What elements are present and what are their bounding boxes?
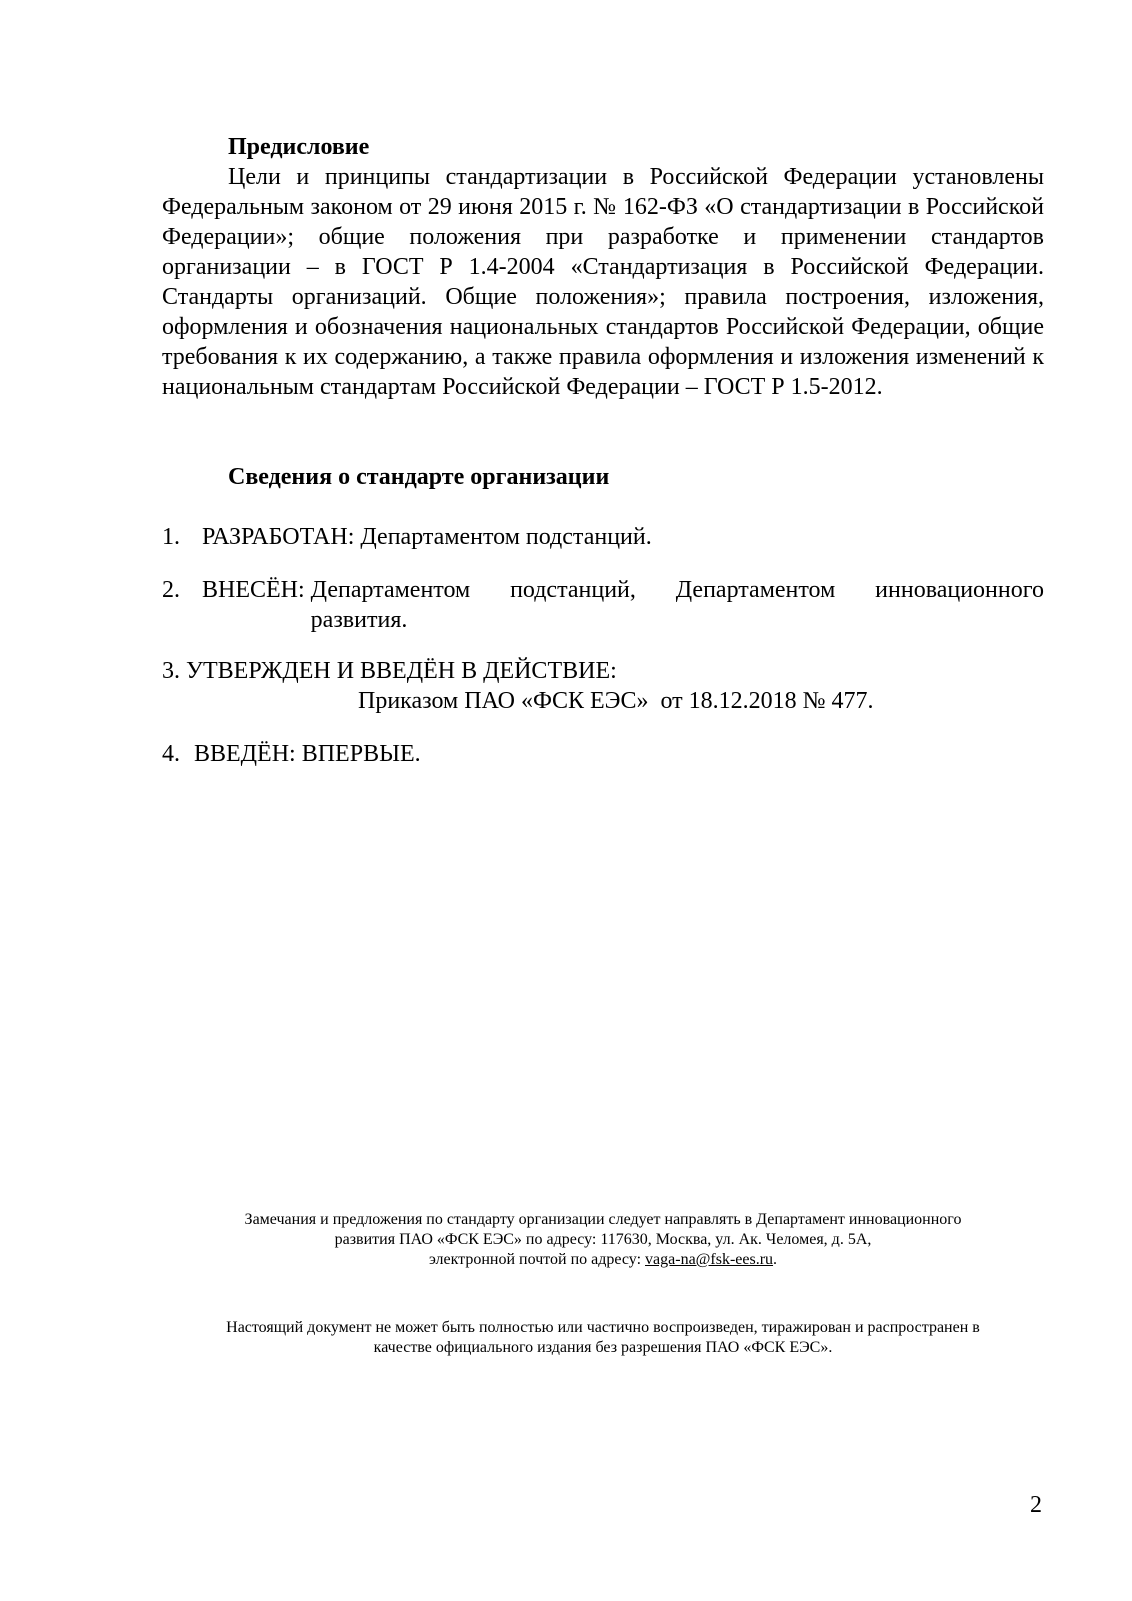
email-link[interactable]: vaga-na@fsk-ees.ru	[645, 1251, 774, 1268]
preface-title: Предисловие	[228, 134, 370, 160]
item-text: Приказом ПАО «ФСК ЕЭС» от 18.12.2018 № 477.	[358, 688, 874, 714]
list-item-1	[162, 522, 1044, 552]
info-section	[162, 462, 1044, 492]
item-number: 2.	[162, 577, 180, 603]
list-item-3	[162, 656, 1044, 716]
copyright-line: Настоящий документ не может быть полностью или частично воспроизведен, тиражирован и распространен в	[226, 1319, 980, 1336]
copyright-note	[162, 1318, 1044, 1358]
copyright-line: качестве официального издания без разрешения ПАО «ФСК ЕЭС».	[373, 1339, 833, 1356]
preface-section	[162, 132, 1044, 402]
list-item-4	[162, 739, 1044, 769]
list-item-2	[162, 575, 1044, 635]
item-text: Департаментом подстанций, Департаментом инновационного развития.	[310, 577, 1044, 633]
item-number: 4.	[162, 741, 180, 767]
remarks-email-prefix: электронной почтой по адресу:	[428, 1251, 646, 1268]
item-text: ВПЕРВЫЕ.	[301, 741, 421, 767]
item-text: Департаментом подстанций.	[360, 524, 652, 550]
item-label: ВНЕСЁН:	[202, 577, 305, 603]
remarks-note	[162, 1210, 1044, 1270]
item-number: 3.	[162, 658, 180, 684]
page-number: 2	[1030, 1492, 1042, 1518]
remarks-line: развития ПАО «ФСК ЕЭС» по адресу: 117630, Москва, ул. Ак. Челомея, д. 5А,	[334, 1231, 872, 1248]
remarks-line	[162, 1250, 1044, 1270]
remarks-line: Замечания и предложения по стандарту организации следует направлять в Департамент инновационного	[244, 1211, 962, 1228]
preface-paragraph: Цели и принципы стандартизации в Российской Федерации установлены Федеральным законом от 29 июня 2015 г. № 162-ФЗ «О стандартизации в Российской Федерации»; общие положения при разработке и применении стандартов организации – в ГОСТ Р 1.4-2004 «Стандартизация в Российской Федерации. Стандарты организаций. Общие положения»; правила построения, изложения, оформления и обозначения национальных стандартов Российской Федерации, общие требования к их содержанию, а также правила оформления и изложения изменений к национальным стандартам Российской Федерации – ГОСТ Р 1.5-2012.	[162, 164, 1044, 400]
item-label: ВВЕДЁН:	[194, 741, 296, 767]
item-number: 1.	[162, 524, 180, 550]
info-title: Сведения о стандарте организации	[228, 464, 610, 490]
remarks-email-suffix: .	[773, 1251, 778, 1268]
item-label: УТВЕРЖДЕН И ВВЕДЁН В ДЕЙСТВИЕ:	[186, 658, 617, 684]
item-label: РАЗРАБОТАН:	[202, 524, 355, 550]
